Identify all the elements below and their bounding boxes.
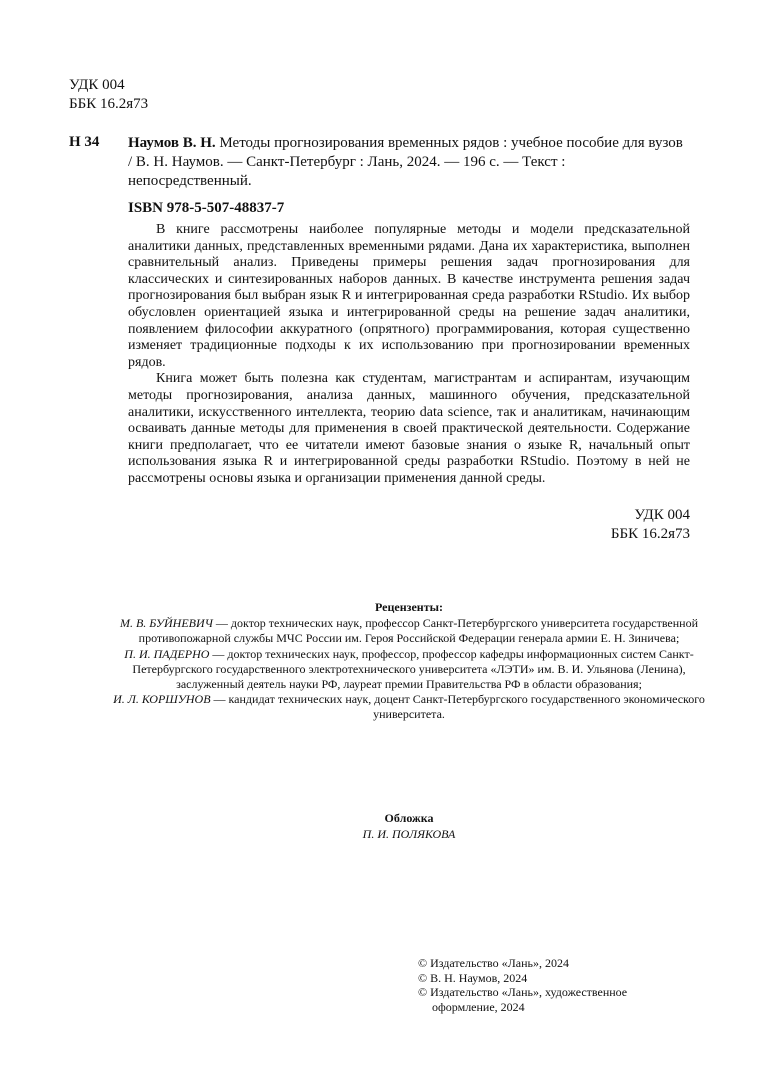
- reviewer-entry: [110, 616, 708, 646]
- reviewers-block: [110, 600, 708, 723]
- copyright-line: © Издательство «Лань», художественное оформление, 2024: [418, 985, 628, 1014]
- author-name: Наумов В. Н.: [128, 135, 216, 151]
- reviewer-credentials: — доктор технических наук, профессор Санкт-Петербургского университета государственной противопожарной службы МЧС России им. Героя Российской Федерации генерала армии Е. Н. Зиничева;: [138, 616, 699, 646]
- reviewer-name: П. И. ПАДЕРНО: [124, 646, 210, 661]
- cover-credits: [110, 810, 708, 842]
- bbk-code: ББК 16.2я73: [69, 96, 149, 112]
- isbn: ISBN 978-5-507-48837-7: [128, 200, 285, 216]
- copyright-line: © В. Н. Наумов, 2024: [418, 970, 528, 985]
- annotation-paragraph-2: Книга может быть полезна как студентам, магистрантам и аспирантам, изучающим методы прогнозирования, анализа данных, машинного обучения, предсказательной аналитики, искусственного интеллекта, теорию data science, так и аналитикам, начинающим осваивать данные методы для применения в своей практической деятельности. Содержание книги предполагает, что ее читатели имеют базовые знания о языке R, начальный опыт использования языка R и интегрированной среды разработки RStudio. Поэтому в ней не рассмотрены основы языка и организации применения данной среды.: [128, 371, 690, 486]
- reviewer-credentials: — кандидат технических наук, доцент Санкт-Петербургского государственного экономического университета.: [210, 692, 705, 722]
- reviewer-name: М. В. БУЙНЕВИЧ: [119, 616, 213, 631]
- reviewers-heading: Рецензенты:: [375, 600, 443, 614]
- reviewer-credentials: — доктор технических наук, профессор, профессор кафедры информационных систем Санкт-Петербургского государственного электротехнического университета «ЛЭТИ» им. В. И. Ульянова (Ленина), заслуженный деятель науки РФ, лауреат премии Правительства РФ в области образования;: [132, 646, 694, 692]
- classification-top: [69, 76, 148, 114]
- annotation: [128, 222, 690, 488]
- reviewer-entry: [110, 647, 708, 693]
- classification-bottom: [611, 506, 690, 544]
- copyright-line: © Издательство «Лань», 2024: [418, 956, 569, 970]
- bibliographic-record: [128, 134, 690, 191]
- author-mark: Н 34: [69, 134, 100, 150]
- copyright-block: [418, 956, 668, 1014]
- udk-code: УДК 004: [69, 77, 125, 93]
- reviewer-entry: [110, 692, 708, 722]
- cover-designer: П. И. ПОЛЯКОВА: [362, 827, 456, 841]
- cover-heading: Обложка: [384, 811, 434, 825]
- reviewer-name: И. Л. КОРШУНОВ: [113, 692, 211, 707]
- annotation-paragraph-1: В книге рассмотрены наиболее популярные методы и модели предсказательной аналитики данных, представленных временными рядами. Дана их характеристика, выполнен сравнительный анализ. Приведены примеры решения задач прогнозирования для классических и синтезированных наборов данных. В качестве инструмента решения задач прогнозирования был выбран язык R и интегрированная среда разработки RStudio. Их выбор обусловлен ориентацией языка и интегрированной среды на решение задач аналитики, появлением философии аккуратного (опрятного) программирования, которая существенно изменяет традиционные подходы к их использованию при прогнозировании временных рядов.: [128, 222, 690, 370]
- udk-code-bottom: УДК 004: [634, 507, 690, 523]
- bbk-code-bottom: ББК 16.2я73: [610, 526, 690, 542]
- bibliographic-description: Методы прогнозирования временных рядов : учебное пособие для вузов / В. Н. Наумов. — Санкт-Петербург : Лань, 2024. — 196 с. — Текст : непосредственный.: [128, 135, 683, 189]
